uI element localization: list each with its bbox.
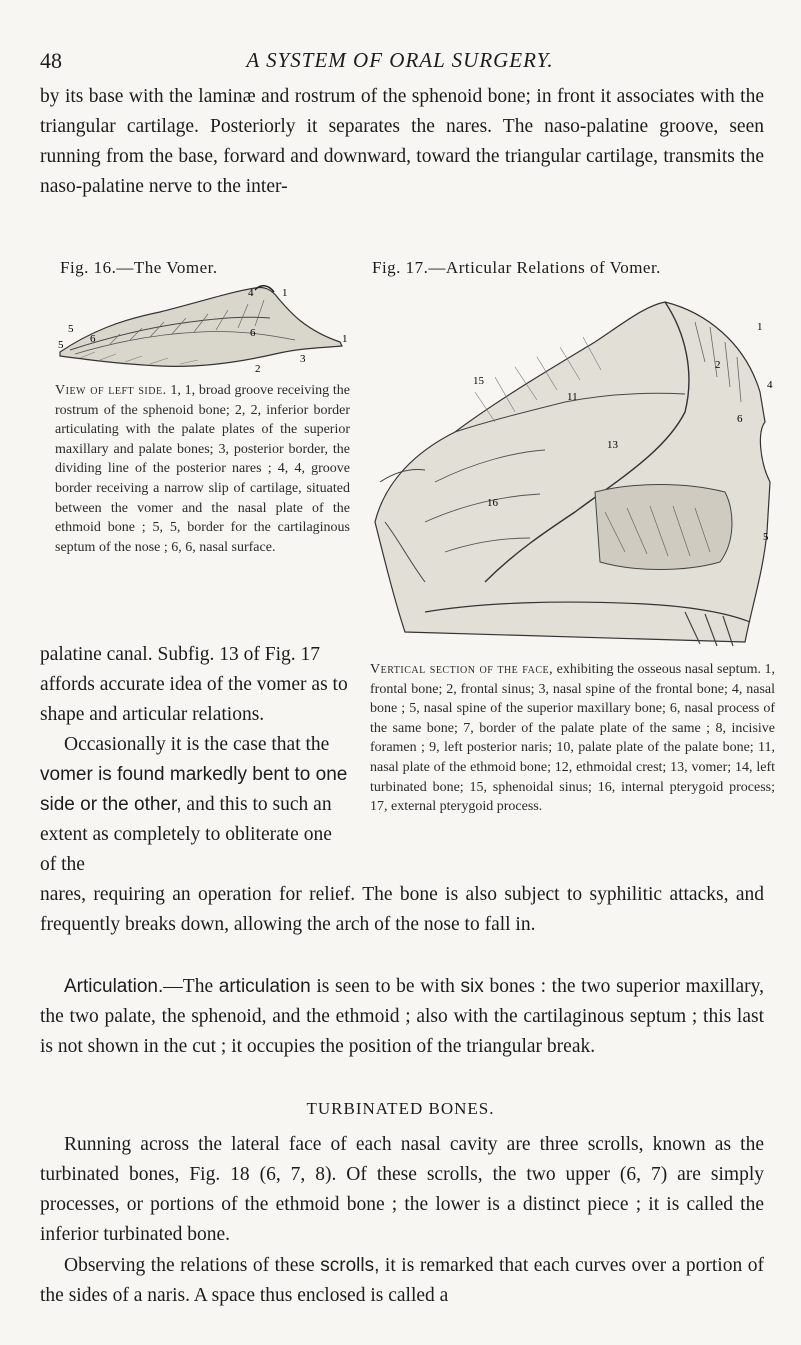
scroll-relations-text-b: it is remarked that each curves over a portion of the sides of a naris. A space thus enclosed is called a bbox=[40, 1255, 765, 1306]
articulation-text-b: is seen to be with bbox=[310, 976, 461, 997]
scroll-relations-text-a: Observing the relations of these bbox=[64, 1255, 321, 1276]
fig16-label-6-right: 6 bbox=[250, 327, 256, 339]
figure-16-vomer-illustration bbox=[50, 282, 350, 374]
paragraph-vomer-intro: by its base with the laminæ and rostrum of the sphenoid bone; in front it associates with the triangular cartilage. Posteriorly it separates the nares. The naso-palatine groove, seen running from the base, forward and downward, toward the triangular cartilage, transmits the naso-palatine nerve to the inter- bbox=[40, 86, 764, 197]
articulation-text-c: bones : the two superior maxillary, the two palate, the sphenoid, and the ethmoid ; also with the cartilaginous septum ; this last is not shown in the cut ; it occupies the position of the triangular break. bbox=[40, 976, 764, 1057]
fig17-label-16: 16 bbox=[487, 497, 498, 509]
paragraph-turbinated-scrolls: Running across the lateral face of each nasal cavity are three scrolls, known as the turbinated bones, Fig. 18 (6, 7, 8). Of these scrolls, the two upper (6, 7) are simply processes, or portions of the ethmoid bone ; the lower is a distinct piece ; it is called the inferior turbinated bone. bbox=[40, 1134, 764, 1245]
paragraph-nares-relief: nares, requiring an operation for relief. The bone is also subject to syphilitic attacks, and frequently breaks down, allowing the arch of the nose to fall in. bbox=[40, 884, 764, 935]
figure-17-legend bbox=[370, 660, 775, 817]
fig16-label-1-top: 1 bbox=[282, 287, 288, 299]
fig16-label-1-right: 1 bbox=[342, 333, 348, 345]
figure-17-legend-text: exhibiting the osseous nasal septum. 1, frontal bone; 2, frontal sinus; 3, nasal spine of the frontal bone; 4, nasal bone ; 5, nasal spine of the superior maxillary bone; 6, nasal process of the same bone; 7, border of the palate plate of the same ; 8, incisive foramen ; 9, left posterior naris; 10, palate plate of the palate bone; 11, nasal plate of the ethmoid bone; 12, ethmoidal crest; 13, vomer; 14, left turbinated bone; 15, sphenoidal sinus; 16, internal pterygoid process; 17, external pterygoid process. bbox=[370, 662, 775, 815]
figure-17-section-illustration bbox=[365, 282, 775, 654]
fig17-label-5: 5 bbox=[763, 531, 769, 543]
paragraph-vomer-shape-a: palatine canal. Subfig. 13 of Fig. 17 affords accurate idea of the vomer as to shape and articular relations. bbox=[40, 644, 348, 725]
fig16-label-5-lower: 5 bbox=[58, 339, 64, 351]
page-number: 48 bbox=[40, 48, 62, 73]
page-header bbox=[40, 48, 760, 78]
paragraph-articulation bbox=[40, 972, 764, 1062]
fig17-label-1: 1 bbox=[757, 321, 763, 333]
figure-16-legend-text: 1, 1, broad groove receiving the rostrum of the sphenoid bone; 2, 2, inferior border articulating with the palate plates of the superior maxillary and palate bones; 3, posterior border, the dividing line of the posterior nares ; 4, 4, groove border receiving a narrow slip of cartilage, situated between the vomer and the nasal plate of the ethmoid bone ; 5, 5, border for the cartilaginous septum of the nose ; 6, 6, nasal surface. bbox=[55, 383, 350, 555]
figure-16-legend-title: View of left side. bbox=[55, 383, 167, 398]
paragraph-vomer-bent-emphasis: vomer is found markedly bent to one side or the other, bbox=[40, 764, 348, 815]
section-heading-turbinated: TURBINATED BONES. bbox=[306, 1099, 495, 1118]
fig17-label-2: 2 bbox=[715, 359, 721, 371]
articulation-emphasis: articulation bbox=[218, 976, 311, 997]
fig16-label-6-left: 6 bbox=[90, 333, 96, 345]
figure-17-caption: Fig. 17.—Articular Relations of Vomer. bbox=[372, 258, 661, 277]
paragraph-scroll-relations bbox=[40, 1251, 764, 1311]
fig17-label-15: 15 bbox=[473, 375, 484, 387]
fig17-label-13: 13 bbox=[607, 439, 618, 451]
figure-17-legend-title: Vertical section of the face, bbox=[370, 662, 554, 677]
fig16-label-5-upper: 5 bbox=[68, 323, 74, 335]
paragraph-vomer-bent-start: Occasionally it is the case that the bbox=[64, 734, 330, 755]
fig16-label-3: 3 bbox=[300, 353, 306, 365]
figure-16-caption: Fig. 16.—The Vomer. bbox=[60, 258, 218, 277]
scrolls-emphasis: scrolls, bbox=[320, 1255, 380, 1276]
figure-16-legend bbox=[55, 381, 350, 557]
fig17-label-6: 6 bbox=[737, 413, 743, 425]
articulation-six: six bbox=[460, 976, 484, 997]
articulation-heading: Articulation. bbox=[64, 976, 164, 997]
paragraph-vomer-shape bbox=[40, 640, 352, 880]
fig17-label-4: 4 bbox=[767, 379, 773, 391]
fig16-label-4: 4 bbox=[248, 287, 254, 299]
running-head: A SYSTEM OF ORAL SURGERY. bbox=[246, 48, 554, 72]
fig16-label-2: 2 bbox=[255, 363, 261, 374]
fig17-label-11: 11 bbox=[567, 391, 578, 403]
articulation-text-a: —The bbox=[163, 976, 219, 997]
paragraph-vomer-bent-end: and this to such an extent as completely to obliterate one of the bbox=[40, 794, 332, 875]
